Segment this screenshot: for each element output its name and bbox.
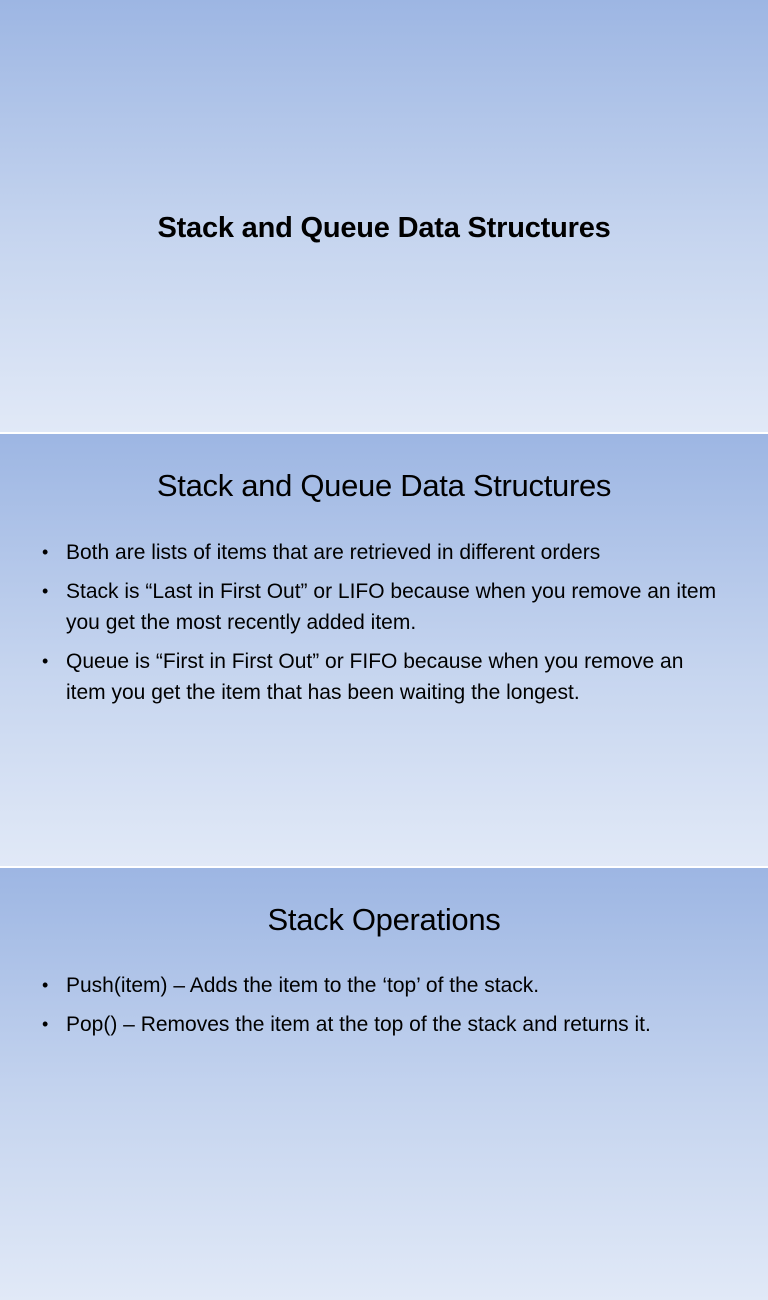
bullet-list: [40, 537, 728, 716]
bullet-text: Push(item) – Adds the item to the ‘top’ of the stack.: [66, 974, 540, 997]
title-slide: [0, 0, 768, 432]
bullet-text: Both are lists of items that are retrieved in different orders: [66, 541, 601, 564]
bullet-item: [40, 1009, 728, 1040]
bullet-icon: •: [42, 651, 49, 671]
bullet-list: [40, 970, 728, 1048]
content-slide-stack-operations: [0, 868, 768, 1300]
bullet-item: [40, 970, 728, 1001]
bullet-icon: •: [42, 581, 49, 601]
slide-title: Stack and Queue Data Structures: [156, 468, 612, 503]
bullet-text: Pop() – Removes the item at the top of the stack and returns it.: [66, 1013, 651, 1036]
bullet-text: Queue is “First in First Out” or FIFO because when you remove an item you get the item that has been waiting the longest.: [66, 650, 684, 704]
bullet-icon: •: [42, 1014, 49, 1034]
bullet-item: [40, 537, 728, 568]
slide-title: Stack and Queue Data Structures: [157, 212, 611, 244]
bullet-icon: •: [42, 542, 49, 562]
bullet-item: [40, 646, 728, 708]
slide-title: Stack Operations: [267, 902, 501, 937]
bullet-icon: •: [42, 975, 49, 995]
bullet-text: Stack is “Last in First Out” or LIFO because when you remove an item you get the most recently added item.: [66, 580, 717, 634]
bullet-item: [40, 576, 728, 638]
content-slide-stack-queue: [0, 434, 768, 866]
